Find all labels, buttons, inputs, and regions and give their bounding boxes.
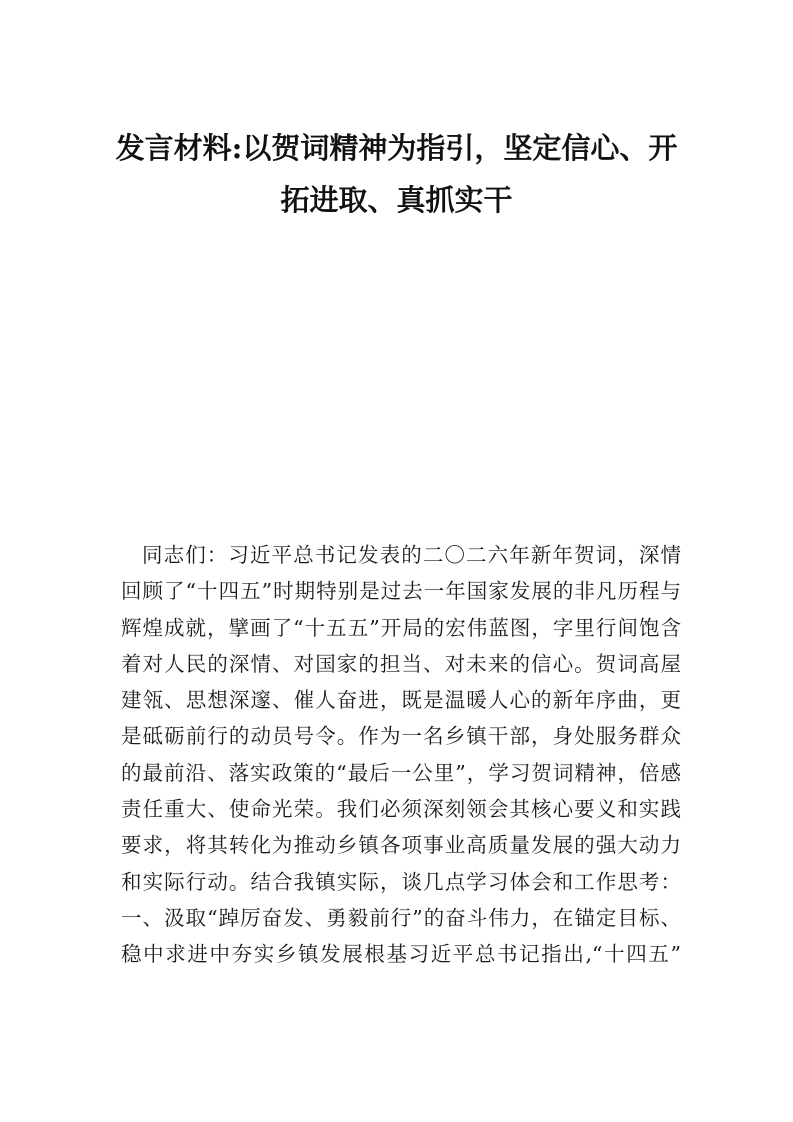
body-line: 是砥砺前行的动员号令。作为一名乡镇干部，身处服务群众 xyxy=(121,724,681,749)
body-line: 责任重大、使命光荣。我们必须深刻领会其核心要义和实践 xyxy=(121,797,681,822)
body-line: 稳中求进中夯实乡镇发展根基习近平总书记指出,“十四五” xyxy=(121,942,681,967)
document-body xyxy=(121,537,681,973)
body-line: 辉煌成就，擘画了“十五五”开局的宏伟蓝图，字里行间饱含 xyxy=(121,615,681,640)
body-line: 一、汲取“踔厉奋发、勇毅前行”的奋斗伟力，在锚定目标、 xyxy=(121,905,681,930)
body-line: 同志们：习近平总书记发表的二〇二六年新年贺词，深情 xyxy=(142,543,681,567)
body-line: 建瓴、思想深邃、催人奋进，既是温暖人心的新年序曲，更 xyxy=(121,688,681,713)
body-line: 要求，将其转化为推动乡镇各项事业高质量发展的强大动力 xyxy=(121,833,681,858)
body-line: 着对人民的深情、对国家的担当、对未来的信心。贺词高屋 xyxy=(121,651,681,676)
body-line: 的最前沿、落实政策的“最后一公里”，学习贺词精神，倍感 xyxy=(121,760,681,785)
document-title xyxy=(100,122,693,226)
body-line: 和实际行动。结合我镇实际，谈几点学习体会和工作思考： xyxy=(121,869,681,894)
body-line: 回顾了“十四五”时期特别是过去一年国家发展的非凡历程与 xyxy=(121,579,681,604)
title-line: 发言材料:以贺词精神为指引，坚定信心、开 xyxy=(115,131,678,165)
title-line: 拓进取、真抓实干 xyxy=(280,183,513,217)
